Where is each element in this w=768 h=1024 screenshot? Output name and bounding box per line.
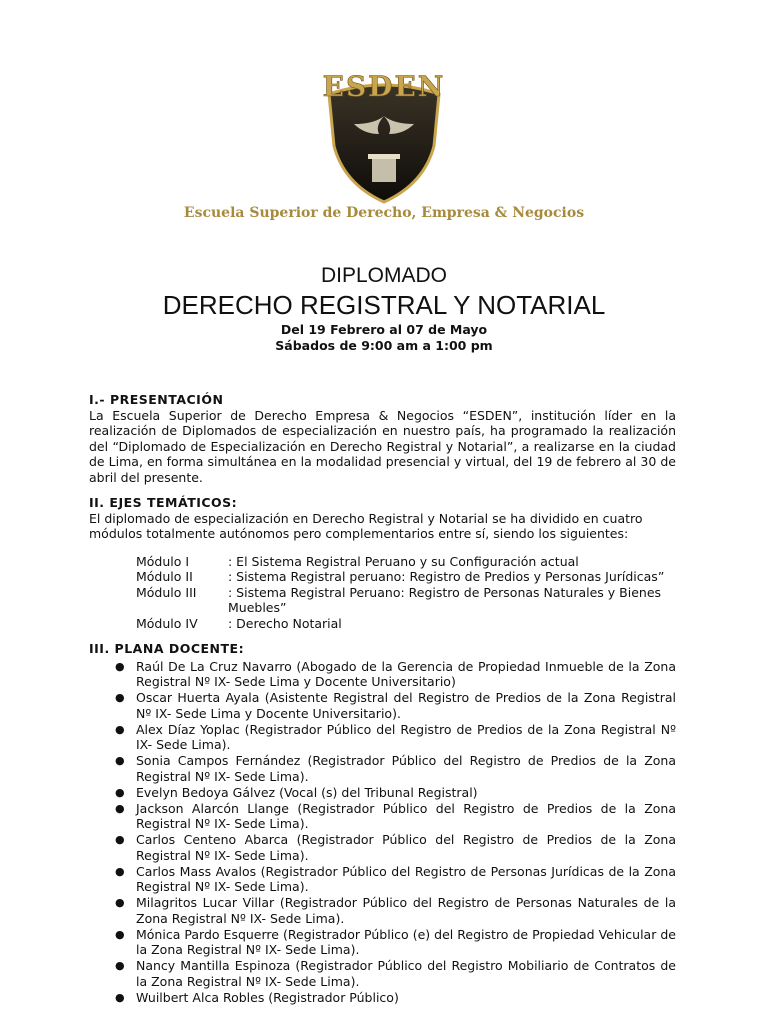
document-body [89, 392, 676, 1006]
list-item: ● Milagritos Lucar Villar (Registrador Público del Registro de Personas Naturales de la Zona Registral Nº IX- Sede Lima). [115, 895, 676, 926]
list-item: ● Nancy Mantilla Espinoza (Registrador Público del Registro Mobiliario de Contratos de la Zona Registral Nº IX- Sede Lima). [115, 958, 676, 989]
bullet-icon: ● [115, 833, 125, 846]
module-name: Módulo IV [136, 615, 198, 631]
bullet-icon: ● [115, 990, 125, 1004]
ejes-text: El diplomado de especialización en Derecho Registral y Notarial se ha dividido en cuatro módulos totalmente autónomos pero complementarios entre sí, siendo los siguientes: [89, 510, 643, 541]
program-schedule: Sábados de 9:00 am a 1:00 pm [275, 338, 493, 353]
bullet-icon: ● [115, 754, 125, 767]
section-title-ejes: II. EJES TEMÁTICOS: [89, 495, 238, 510]
module-name: Módulo I [136, 553, 190, 569]
module-row [136, 585, 676, 616]
modules-list [136, 554, 676, 632]
bullet-icon: ● [115, 691, 125, 704]
list-item: ● Alex Díaz Yoplac (Registrador Público del Registro de Predios de la Zona Registral Nº IX- Sede Lima). [115, 721, 676, 752]
list-item: ● Sonia Campos Fernández (Registrador Público del Registro de Predios de la Zona Registral Nº IX- Sede Lima). [115, 753, 676, 784]
program-type: DIPLOMADO [320, 264, 448, 287]
list-item: ● Evelyn Bedoya Gálvez (Vocal (s) del Tribunal Registral) [115, 784, 478, 800]
program-title: DERECHO REGISTRAL Y NOTARIAL [162, 290, 606, 320]
section-title-presentacion: I.- PRESENTACIÓN [89, 392, 224, 407]
esden-logo [0, 66, 768, 210]
program-dates: Del 19 Febrero al 07 de Mayo [280, 322, 488, 337]
bullet-icon: ● [115, 896, 125, 909]
bullet-icon: ● [115, 864, 125, 878]
module-row [136, 554, 676, 570]
list-item: ● Carlos Mass Avalos (Registrador Público del Registro de Personas Jurídicas de la Zona Registral Nº IX- Sede Lima). [115, 863, 676, 894]
logo-text: ESDEN [322, 70, 446, 103]
bullet-icon: ● [115, 785, 125, 799]
module-name: Módulo III [136, 584, 197, 600]
module-name: Módulo II [136, 569, 193, 584]
presentacion-text: La Escuela Superior de Derecho Empresa & Negocios “ESDEN”, institución líder en la realización de Diplomados de especialización en nuestro país, ha programado la realización del “Diplomado de Especialización en Derecho Registral y Notarial”, a realizarse en la ciudad de Lima, en forma simultánea en la modalidad presencial y virtual, del 19 de febrero al 30 de abril del presente. [89, 407, 676, 485]
section-title-plana: III. PLANA DOCENTE: [89, 641, 245, 656]
list-item: ● Carlos Centeno Abarca (Registrador Público del Registro de Predios de la Zona Registral Nº IX- Sede Lima). [115, 832, 676, 863]
module-row [136, 616, 676, 632]
bullet-icon: ● [115, 659, 125, 673]
docentes-list [89, 659, 676, 1006]
program-dates-block [0, 322, 768, 354]
bullet-icon: ● [115, 959, 125, 972]
list-item: ● Mónica Pardo Esquerre (Registrador Público (e) del Registro de Propiedad Vehicular de la Zona Registral Nº IX- Sede Lima). [115, 926, 676, 957]
list-item: ● Wuilbert Alca Robles (Registrador Público) [115, 989, 399, 1005]
module-desc: : Derecho Notarial [228, 615, 342, 631]
school-subtitle: Escuela Superior de Derecho, Empresa & Negocios [183, 205, 585, 221]
bullet-icon: ● [115, 927, 125, 941]
module-desc: : Sistema Registral Peruano: Registro de Personas Naturales y Bienes Muebles” [228, 584, 662, 615]
list-item: ● Raúl De La Cruz Navarro (Abogado de la Gerencia de Propiedad Inmueble de la Zona Registral Nº IX- Sede Lima y Docente Universitario) [115, 658, 676, 689]
module-row [136, 569, 676, 585]
bullet-icon: ● [115, 722, 125, 736]
list-item: ● Jackson Alarcón Llange (Registrador Público del Registro de Predios de la Zona Registral Nº IX- Sede Lima). [115, 800, 676, 831]
module-desc: : El Sistema Registral Peruano y su Configuración actual [228, 553, 579, 569]
esden-crest-icon [284, 66, 484, 206]
module-desc: : Sistema Registral peruano: Registro de Predios y Personas Jurídicas” [228, 569, 665, 584]
bullet-icon: ● [115, 801, 125, 815]
list-item: ● Oscar Huerta Ayala (Asistente Registral del Registro de Predios de la Zona Registral Nº IX- Sede Lima y Docente Universitario). [115, 690, 676, 721]
